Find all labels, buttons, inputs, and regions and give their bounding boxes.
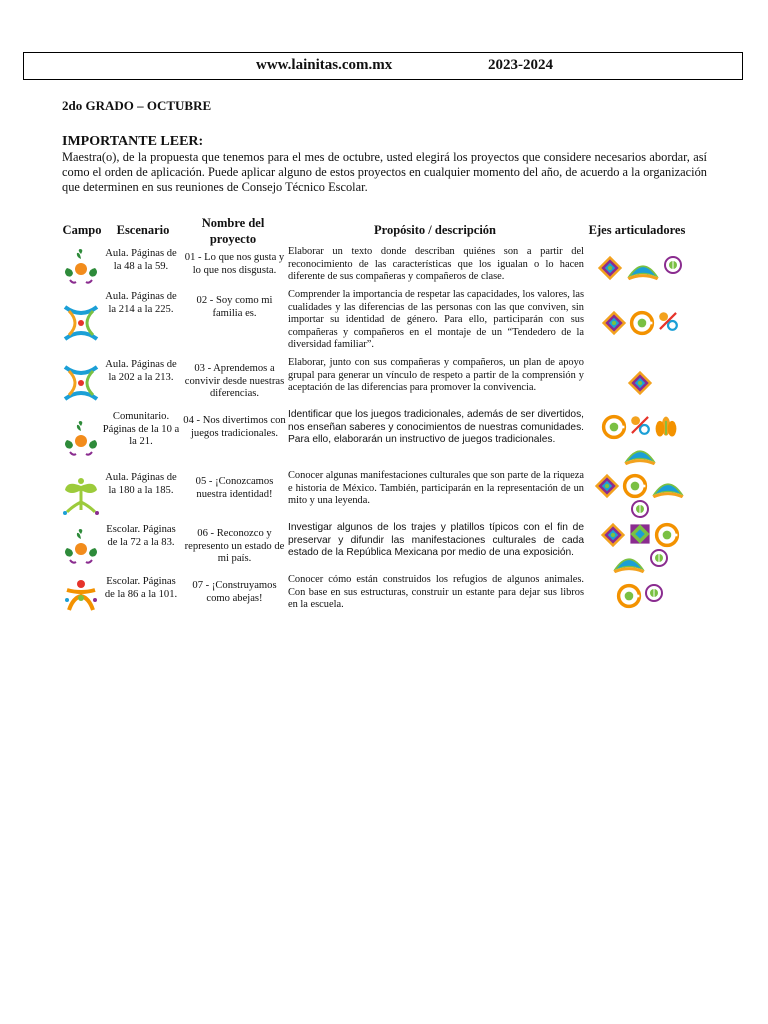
description-cell: Comprender la importancia de respetar las capacidades, los valores, las cualidades y las diferencias de las personas con las que conviven, sin importar su identidad de género. Para ello, participarán con sus compañeras y compañeros en el montaje de un “Tendedero de la diversidad familiar”.	[288, 289, 584, 350]
important-title: IMPORTANTE LEER:	[62, 134, 204, 149]
project-name-cell: 02 - Soy como mi familia es.	[196, 295, 273, 319]
project-name-cell: 01 - Lo que nos gusta y lo que nos disgusta.	[184, 252, 285, 276]
lenguajes-campo-icon	[61, 420, 101, 460]
escenario-cell: Aula. Páginas de la 180 a la 185.	[105, 472, 177, 496]
escenario-cell: Aula. Páginas de la 214 a la 225.	[105, 291, 177, 315]
description-cell: Investigar algunos de los trajes y platillos típicos con el fin de preservar y difundir las manifestaciones culturales de cada estado de la República Mexicana por medio de una exposición.	[288, 522, 584, 558]
comunitario-campo-icon	[61, 576, 101, 616]
table-row	[60, 522, 708, 574]
header-proposito: Propósito / descripción	[374, 223, 496, 237]
description-cell: Elaborar un texto donde describan quiénes son a partir del reconocimiento de las características que los igualan o lo hacen diferente de sus compañeras y compañeros de clase.	[288, 246, 584, 282]
saberes-campo-icon	[61, 476, 101, 516]
project-name-cell: 07 - ¡Construyamos como abejas!	[192, 580, 277, 604]
interculturalidad-eje-icon	[622, 440, 658, 466]
website-url: www.lainitas.com.mx	[256, 57, 393, 73]
etica-naturaleza-campo-icon	[61, 363, 101, 403]
table-row	[60, 357, 708, 409]
interculturalidad-eje-icon	[625, 255, 661, 281]
vida-saludable-eje-icon	[630, 499, 650, 519]
ejes-cell	[590, 470, 690, 522]
ejes-cell	[590, 409, 690, 470]
campo-cell	[60, 246, 102, 289]
header-ejes: Ejes articuladores	[588, 223, 686, 237]
artes-eje-icon	[653, 414, 679, 440]
lenguajes-campo-icon	[61, 248, 101, 288]
ejes-cell	[590, 289, 690, 357]
school-year: 2023-2024	[488, 57, 553, 73]
description-cell: Conocer cómo están construidos los refugios de algunos animales. Con base en sus estructuras, construir un estante para dejar sus libros en la escuela.	[288, 574, 584, 610]
campo-cell	[60, 357, 102, 409]
header-campo: Campo	[62, 223, 102, 237]
project-name-cell: 03 - Aprendemos a convivir desde nuestras diferencias.	[184, 363, 285, 399]
campo-cell	[60, 289, 102, 357]
intro-paragraph: Maestra(o), de la propuesta que tenemos para el mes de octubre, usted elegirá los proyectos que considere necesarios abordar, así como el orden de aplicación. Puede aplicar alguno de estos proyectos en cualquier momento del año, de acuerdo a la organización que determinen en sus reuniones de Consejo Técnico Escolar.	[62, 150, 707, 194]
inclusion-eje-icon	[597, 255, 623, 281]
ejes-cell	[590, 357, 690, 409]
lectura-escritura-eje-icon	[628, 522, 652, 546]
escenario-cell: Aula. Páginas de la 48 a la 59.	[105, 248, 177, 272]
table-row	[60, 470, 708, 522]
table-row	[60, 289, 708, 357]
ejes-cell	[590, 522, 690, 574]
inclusion-eje-icon	[600, 522, 626, 548]
campo-cell	[60, 409, 102, 470]
escenario-cell: Comunitario. Páginas de la 10 a la 21.	[102, 411, 180, 447]
description-cell: Elaborar, junto con sus compañeras y compañeros, un plan de apoyo grupal para generar un vínculo de respeto a partir de la comprensión y aceptación de las diferencias para promover la convivencia.	[288, 357, 584, 393]
escenario-cell: Escolar. Páginas de la 86 a la 101.	[104, 576, 178, 600]
pensamiento-critico-eje-icon	[616, 583, 642, 609]
table-row	[60, 246, 708, 289]
igualdad-genero-eje-icon	[657, 310, 679, 332]
header-box	[23, 52, 743, 80]
interculturalidad-eje-icon	[650, 473, 686, 499]
vida-saludable-eje-icon	[649, 548, 669, 568]
header-escenario: Escenario	[116, 223, 170, 237]
campo-cell	[60, 470, 102, 522]
lenguajes-campo-icon	[61, 528, 101, 568]
grade-title: 2do GRADO – OCTUBRE	[62, 98, 212, 113]
project-name-cell: 06 - Reconozco y represento un estado de mi país.	[184, 528, 285, 564]
inclusion-eje-icon	[627, 370, 653, 396]
description-cell: Identificar que los juegos tradicionales, además de ser divertidos, nos enseñan saberes y conocimientos de nuestras comunidades. Para ello, elaborarán un instructivo de juegos tradicionales.	[288, 409, 584, 445]
campo-cell	[60, 574, 102, 618]
inclusion-eje-icon	[594, 473, 620, 499]
vida-saludable-eje-icon	[644, 583, 664, 603]
pensamiento-critico-eje-icon	[654, 522, 680, 548]
inclusion-eje-icon	[601, 310, 627, 336]
table-row	[60, 574, 708, 618]
pensamiento-critico-eje-icon	[601, 414, 627, 440]
escenario-cell: Escolar. Páginas de la 72 a la 83.	[106, 524, 176, 548]
escenario-cell: Aula. Páginas de la 202 a la 213.	[105, 359, 177, 383]
interculturalidad-eje-icon	[611, 548, 647, 574]
description-cell: Conocer algunas manifestaciones culturales que son parte de la riqueza e historia de México. También, participarán en la representación de un mito y una leyenda.	[288, 470, 584, 506]
vida-saludable-eje-icon	[663, 255, 683, 275]
project-name-cell: 05 - ¡Conozcamos nuestra identidad!	[195, 476, 274, 500]
campo-cell	[60, 522, 102, 574]
header-nombre: Nombre del proyecto	[201, 216, 265, 246]
igualdad-genero-eje-icon	[629, 414, 651, 436]
ejes-cell	[590, 574, 690, 618]
pensamiento-critico-eje-icon	[622, 473, 648, 499]
ejes-cell	[590, 246, 690, 289]
etica-naturaleza-campo-icon	[61, 303, 101, 343]
project-name-cell: 04 - Nos divertimos con juegos tradicionales.	[183, 415, 286, 439]
table-row	[60, 409, 708, 470]
pensamiento-critico-eje-icon	[629, 310, 655, 336]
